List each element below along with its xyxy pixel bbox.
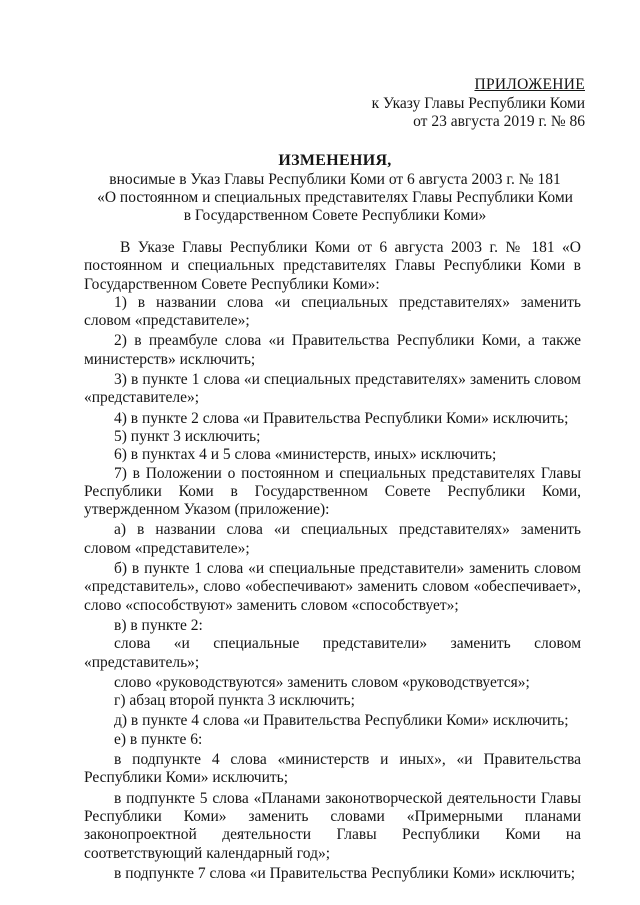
paragraph-item-7a: а) в названии слова «и специальных представителях» заменить словом «представителе»; <box>84 521 581 557</box>
heading-line-2: «О постоянном и специальных представителях Главы Республики Коми <box>97 189 573 206</box>
paragraph-subitem-5: в подпункте 5 слова «Планами законотворческой деятельности Главы Республики Коми» заменить словами «Примерными планами законопроектной деятельности Главы Республики Коми на соответствующий календарный год»; <box>84 789 581 862</box>
heading-line-1: вносимые в Указ Главы Республики Коми от 6 августа 2003 г. № 181 <box>109 171 561 188</box>
paragraph-item-7v-word: слово «руководствуются» заменить словом «руководствуется»; <box>114 673 530 691</box>
paragraph-item-7e: е) в пункте 6: <box>114 730 203 748</box>
paragraph-item-7v-words: слова «и специальные представители» заменить словом «представитель»; <box>84 635 581 671</box>
paragraph-item-2: 2) в преамбуле слова «и Правительства Республики Коми, а также министерств» исключить; <box>84 332 581 368</box>
paragraph-item-7b: б) в пункте 1 слова «и специальные представители» заменить словом «представитель», слово «обеспечивают» заменить словом «обеспечивает», слово «способствуют» заменить словом «способствует»; <box>84 560 581 614</box>
document-heading <box>90 152 580 225</box>
heading-title: ИЗМЕНЕНИЯ, <box>278 152 392 169</box>
paragraph-item-7d: д) в пункте 4 слова «и Правительства Республики Коми» исключить; <box>114 712 569 730</box>
paragraph-subitem-7: в подпункте 7 слова «и Правительства Республики Коми» исключить; <box>114 864 576 882</box>
paragraph-item-7g: г) абзац второй пункта 3 исключить; <box>114 692 355 710</box>
document-body <box>84 239 581 883</box>
appendix-decree-line: к Указу Главы Республики Коми <box>371 94 585 112</box>
paragraph-item-3: 3) в пункте 1 слова «и специальных представителях» заменить словом «представителе»; <box>84 371 581 407</box>
paragraph-item-5: 5) пункт 3 исключить; <box>114 427 261 445</box>
heading-line-3: в Государственном Совете Республики Коми» <box>183 207 487 224</box>
appendix-title: ПРИЛОЖЕНИЕ <box>474 76 585 93</box>
paragraph-item-1: 1) в названии слова «и специальных представителях» заменить словом «представителе»; <box>84 293 581 330</box>
paragraph-intro: В Указе Главы Республики Коми от 6 августа 2003 г. № 181 «О постоянном и специальных представителях Главы Республики Коми в Государственном Совете Республики Коми»: <box>84 239 581 293</box>
paragraph-item-6: 6) в пунктах 4 и 5 слова «министерств, иных» исключить; <box>114 446 497 464</box>
paragraph-subitem-4: в подпункте 4 слова «министерств и иных», «и Правительства Республики Коми» исключить; <box>84 751 581 787</box>
appendix-date-line: от 23 августа 2019 г. № 86 <box>413 113 585 130</box>
paragraph-item-7v: в) в пункте 2: <box>114 616 203 634</box>
paragraph-item-4: 4) в пункте 2 слова «и Правительства Республики Коми» исключить; <box>114 409 569 427</box>
paragraph-item-7: 7) в Положении о постоянном и специальных представителях Главы Республики Коми в Государственном Совете Республики Коми, утвержденном Указом (приложение): <box>84 464 581 519</box>
appendix-block <box>372 76 585 132</box>
